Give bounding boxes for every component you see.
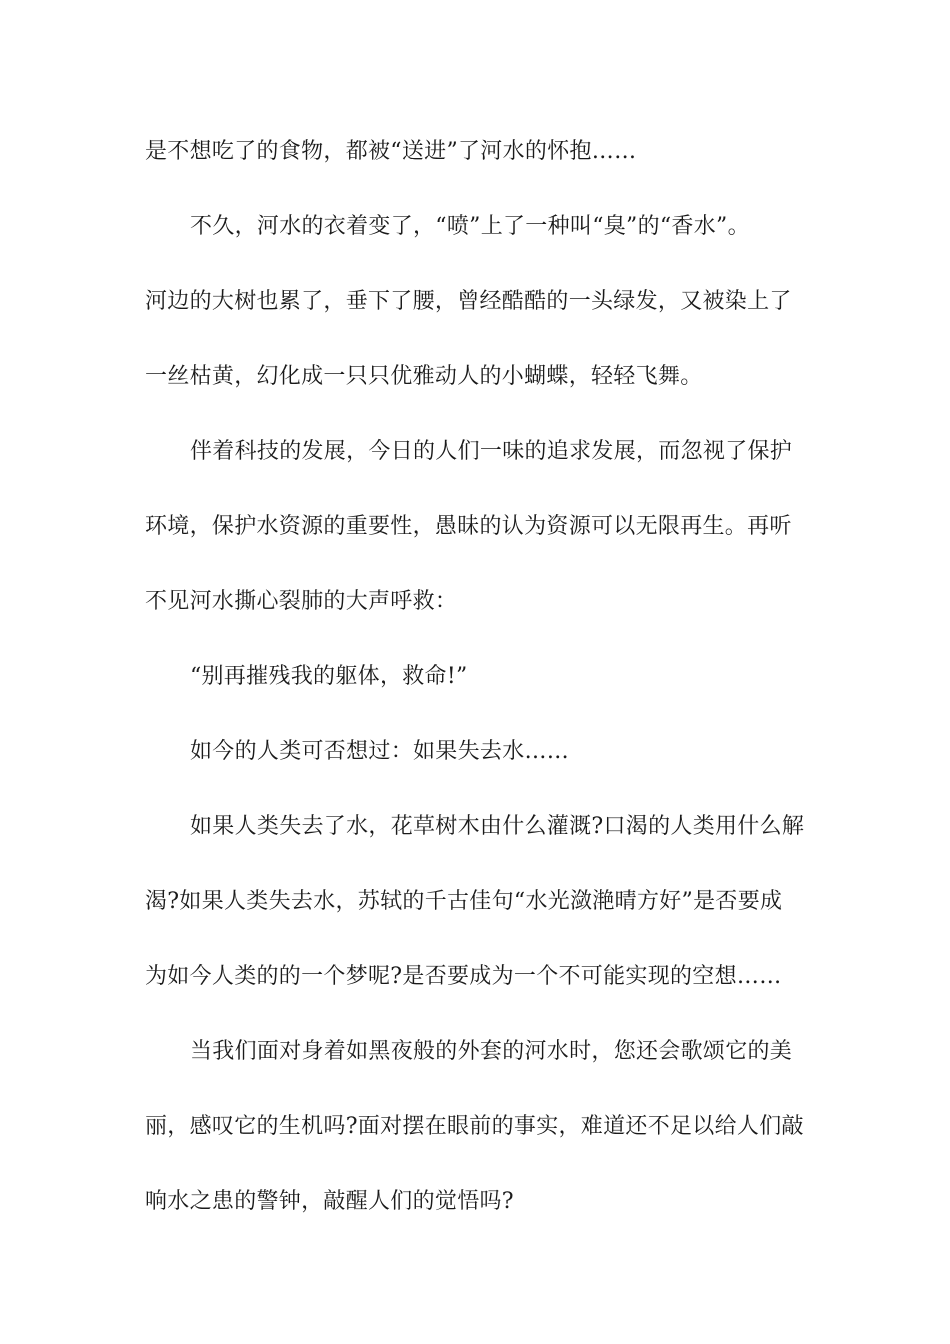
quote-line: “别再摧残我的躯体，救命!” xyxy=(190,664,468,689)
text-line: 是不想吃了的食物，都被“送进”了河水的怀抱…… xyxy=(145,139,637,164)
text-line: 响水之患的警钟，敲醒人们的觉悟吗? xyxy=(145,1189,514,1214)
text-line: 一丝枯黄，幻化成一只只优雅动人的小蝴蝶，轻轻飞舞。 xyxy=(145,364,703,389)
text-line: 河边的大树也累了，垂下了腰，曾经酷酷的一头绿发，又被染上了 xyxy=(145,289,792,314)
paragraph-start-line: 伴着科技的发展，今日的人们一味的追求发展，而忽视了保护 xyxy=(190,439,793,464)
text-line: 渴?如果人类失去水，苏轼的千古佳句“水光潋滟晴方好”是否要成 xyxy=(145,889,783,914)
paragraph-start-line: 如今的人类可否想过：如果失去水…… xyxy=(190,739,570,764)
text-line: 为如今人类的的一个梦呢?是否要成为一个不可能实现的空想…… xyxy=(145,964,782,989)
text-line: 不见河水撕心裂肺的大声呼救： xyxy=(145,589,458,614)
paragraph-start-line: 不久，河水的衣着变了，“喷”上了一种叫“臭”的“香水”。 xyxy=(190,214,750,239)
paragraph-start-line: 如果人类失去了水，花草树木由什么灌溉?口渴的人类用什么解 xyxy=(190,814,805,839)
text-line: 环境，保护水资源的重要性，愚昧的认为资源可以无限再生。再听 xyxy=(145,514,792,539)
paragraph-start-line: 当我们面对身着如黑夜般的外套的河水时，您还会歌颂它的美 xyxy=(190,1039,793,1064)
text-line: 丽，感叹它的生机吗?面对摆在眼前的事实，难道还不足以给人们敲 xyxy=(145,1114,804,1139)
